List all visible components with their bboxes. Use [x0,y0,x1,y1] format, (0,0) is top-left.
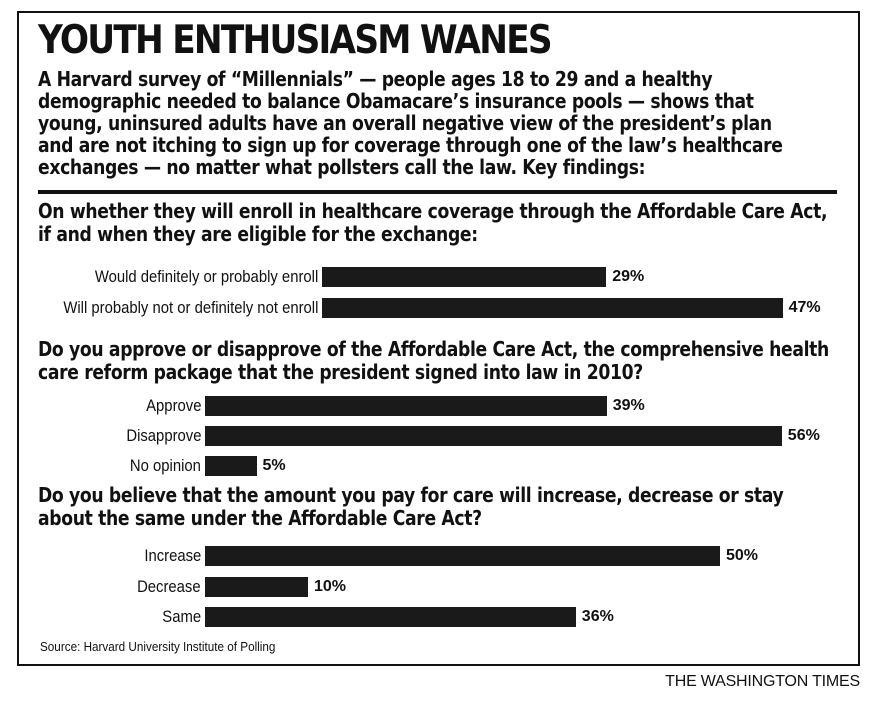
category-label: Same [162,608,201,626]
bar [205,607,576,627]
bar [322,298,783,318]
data-label: 39% [612,397,645,414]
data-label: 10% [314,578,347,595]
data-label: 36% [581,608,614,625]
question-2: Do you approve or disapprove of the Affordable Care Act, the comprehensive health care reform package that the president signed into law in 2010? [38,337,829,384]
category-label: Increase [144,547,201,565]
bar [205,426,782,446]
publisher-credit: THE WASHINGTON TIMES [665,673,860,690]
bar [205,456,257,476]
question-1: On whether they will enroll in healthcare coverage through the Affordable Care Act, if and when they are eligible for the exchange: [38,199,828,246]
data-label: 50% [726,547,759,564]
bar [205,577,308,597]
question-3: Do you believe that the amount you pay for care will increase, decrease or stay about the same under the Affordable Care Act? [38,483,784,530]
intro-text: A Harvard survey of “Millennials” — people ages 18 to 29 and a healthy demographic needed to balance Obamacare’s insurance pools — shows that young, uninsured adults have an overall negative view of the president’s plan and are not itching to sign up for coverage through one of the law’s healthcare exchanges — no matter what pollsters call the law. Key findings: [38,67,783,179]
bar [205,546,720,566]
category-label: Will probably not or definitely not enroll [62,299,318,317]
category-label: Would definitely or probably enroll [94,268,318,286]
category-label: No opinion [129,457,201,475]
category-label: Disapprove [125,427,201,445]
source-note: Source: Harvard University Institute of Polling [40,639,276,654]
category-label: Approve [145,397,201,415]
graphic-title: YOUTH ENTHUSIASM WANES [38,18,551,63]
data-label: 56% [787,427,820,444]
data-label: 47% [788,299,821,316]
data-label: 29% [612,268,645,285]
bar [322,267,606,287]
category-label: Decrease [137,578,201,596]
bar [205,396,607,416]
divider-rule [38,190,837,194]
data-label: 5% [262,457,286,474]
